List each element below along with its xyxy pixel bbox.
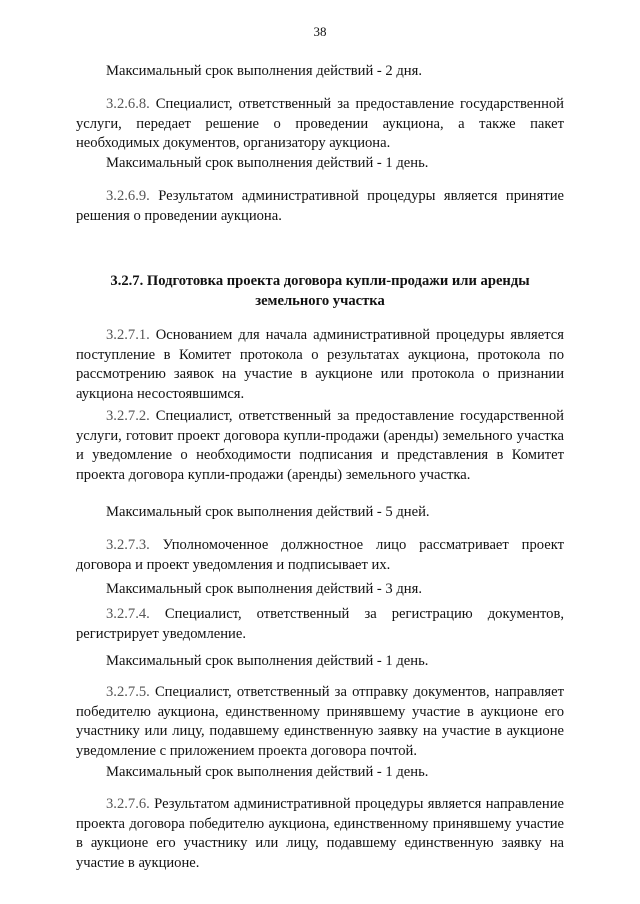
clause-number: 3.2.6.9.: [106, 188, 150, 204]
paragraph-3-2-6-9: [76, 187, 564, 226]
paragraph-max-term-1-day-c: [76, 763, 564, 783]
paragraph-text: Максимальный срок выполнения действий - 1 день.: [106, 155, 429, 171]
clause-number: 3.2.7.2.: [106, 408, 150, 424]
paragraph-max-term-1-day-b: [76, 652, 564, 672]
paragraph-text: Максимальный срок выполнения действий - 1 день.: [106, 764, 429, 780]
paragraph-3-2-7-3: [76, 536, 564, 575]
paragraph-3-2-6-8: [76, 95, 564, 154]
clause-number: 3.2.6.8.: [106, 96, 150, 112]
paragraph-text: Специалист, ответственный за предоставление государственной услуги, передает решение о проведении аукциона, а также пакет необходимых документов, организатору аукциона.: [76, 96, 564, 152]
paragraph-text: Максимальный срок выполнения действий - 1 день.: [106, 653, 429, 669]
paragraph-text: Основанием для начала административной процедуры является поступление в Комитет протокола о результатах аукциона, протокола по рассмотрению заявок на участие в аукционе или протокола о признании аукциона несостоявшимся.: [76, 327, 564, 402]
page-number: 38: [313, 24, 327, 39]
paragraph-text: Максимальный срок выполнения действий - 3 дня.: [106, 581, 422, 597]
clause-number: 3.2.7.1.: [106, 327, 150, 343]
paragraph-text: Результатом административной процедуры является направление проекта договора победителю аукциона, единственному принявшему участие в аукционе его участнику или лицу, подавшему единственную заявку на участие в аукционе.: [76, 796, 564, 871]
clause-number: 3.2.7.3.: [106, 537, 150, 553]
paragraph-text: Специалист, ответственный за предоставление государственной услуги, готовит проект договора купли-продажи (аренды) земельного участка и уведомление о необходимости подписания и представления в Комитет проекта договора купли-продажи (аренды) земельного участка.: [76, 408, 564, 483]
paragraph-text: Результатом административной процедуры является принятие решения о проведении аукциона.: [76, 188, 564, 224]
paragraph-text: Максимальный срок выполнения действий - 2 дня.: [106, 63, 422, 79]
paragraph-3-2-7-6: [76, 795, 564, 873]
paragraph-3-2-7-2: [76, 407, 564, 485]
clause-number: 3.2.7.5.: [106, 684, 150, 700]
paragraph-max-term-5-days: [76, 503, 564, 523]
heading-line-1: 3.2.7. Подготовка проекта договора купли-продажи или аренды: [110, 273, 530, 289]
section-heading: [76, 272, 564, 311]
heading-line-2: земельного участка: [255, 292, 385, 309]
paragraph-3-2-7-1: [76, 326, 564, 404]
paragraph-text: Специалист, ответственный за регистрацию документов, регистрирует уведомление.: [76, 606, 564, 642]
paragraph-text: Уполномоченное должностное лицо рассматривает проект договора и проект уведомления и подписывает их.: [76, 537, 564, 573]
clause-number: 3.2.7.4.: [106, 606, 150, 622]
paragraph-3-2-7-4: [76, 605, 564, 644]
paragraph-max-term-3-days: [76, 580, 564, 600]
paragraph-text: Максимальный срок выполнения действий - 5 дней.: [106, 504, 430, 520]
paragraph-max-term-1-day: [76, 154, 564, 174]
clause-number: 3.2.7.6.: [106, 796, 150, 812]
paragraph-3-2-7-5: [76, 683, 564, 761]
paragraph-max-term-2-days: [76, 62, 564, 82]
paragraph-text: Специалист, ответственный за отправку документов, направляет победителю аукциона, единственному принявшему участие в аукционе его участнику или лицу, подавшему единственную заявку на участие в аукционе уведомление с приложением проекта договора почтой.: [76, 684, 564, 759]
